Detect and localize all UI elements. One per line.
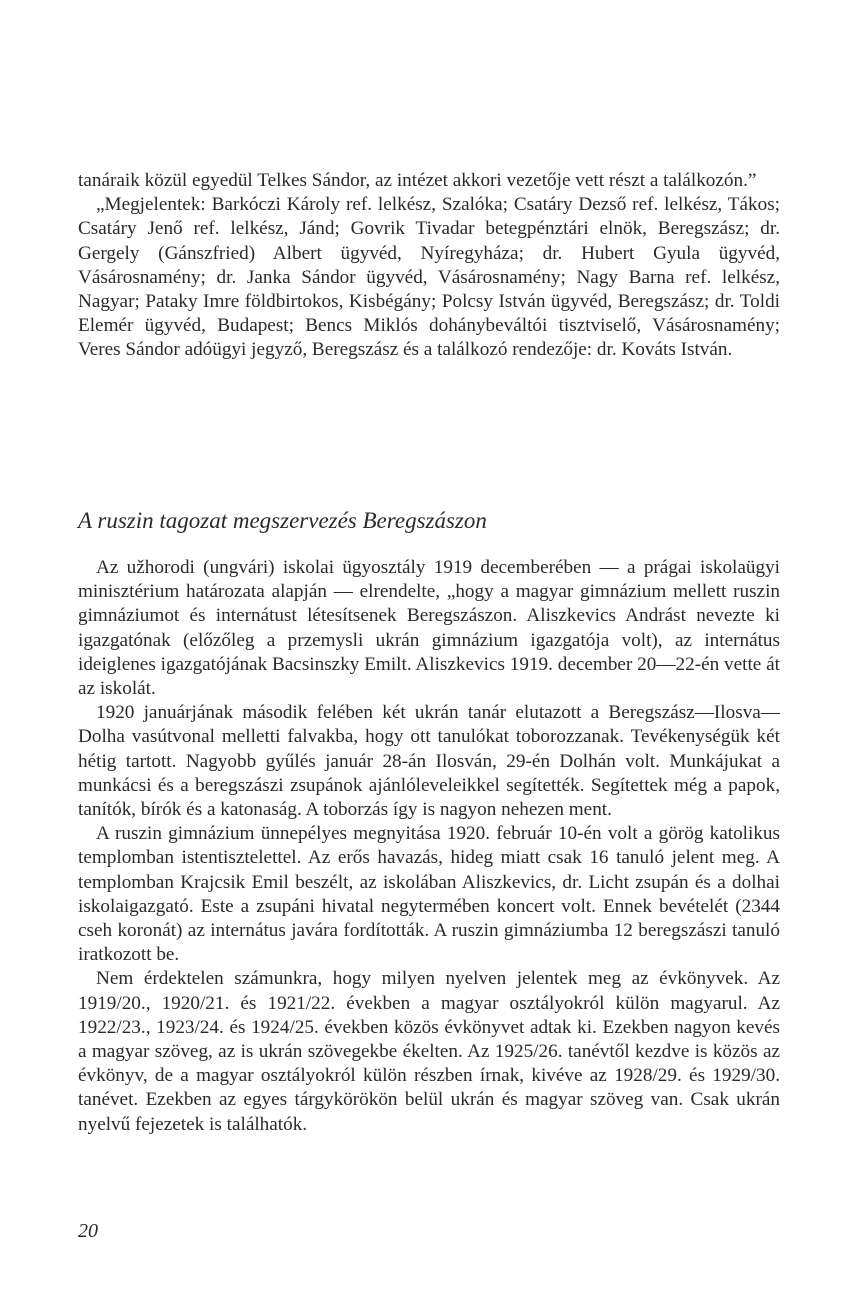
body-paragraph-1: Az užhorodi (ungvári) iskolai ügyosztály 1919 decemberében — a prágai iskolaügyi minisztérium határozata alapján — elrendelte, „hogy a magyar gimnázium mellett ruszin gimnáziumot és internátust létesítsenek Beregszászon. Aliszkevics Andrást nevezte ki igazgatónak (előzőleg a przemysli ukrán gimnázium igazgatója volt), az internátus ideiglenes igazgatójának Bacsinszky Emilt. Aliszkevics 1919. december 20—22-én vette át az iskolát. <box>78 557 780 700</box>
section-title: A ruszin tagozat megszervezés Beregszászon <box>78 508 487 533</box>
intro-text <box>78 169 780 363</box>
body-paragraph-2: 1920 januárjának második felében két ukrán tanár elutazott a Beregszász—Ilosva—Dolha vasútvonal melletti falvakba, hogy ott tanulókat toborozzanak. Tevékenységük két hétig tartott. Nagyobb gyűlés január 28-án Ilosván, 29-én Dolhán volt. Munkájukat a munkácsi és a beregszászi zsupánok ajánlóleveleikkel segítették. Segítettek még a papok, tanítók, bírók és a katonaság. A toborzás így is nagyon nehezen ment. <box>78 702 780 821</box>
attendees-paragraph: „Megjelentek: Barkóczi Károly ref. lelkész, Szalóka; Csatáry Dezső ref. lelkész, Tákos; Csatáry Jenő ref. lelkész, Jánd; Govrik Tivadar betegpénztári elnök, Beregszász; dr. Gergely (Gánszfried) Albert ügyvéd, Nyíregyháza; dr. Hubert Gyula ügyvéd, Vásárosnamény; dr. Janka Sándor ügyvéd, Vásárosnamény; Nagy Barna ref. lelkész, Nagyar; Pataky Imre földbirtokos, Kisbégány; Polcsy István ügyvéd, Beregszász; dr. Toldi Elemér ügyvéd, Budapest; Bencs Miklós dohánybeváltói tisztviselő, Vásárosnamény; Veres Sándor adóügyi jegyző, Beregszász és a találkozó rendezője: dr. Kováts István. <box>78 194 780 361</box>
intro-paragraph-1: tanáraik közül egyedül Telkes Sándor, az intézet akkori vezetője vett részt a találkozón.” <box>78 170 757 191</box>
body-paragraph-4: Nem érdektelen számunkra, hogy milyen nyelven jelentek meg az évkönyvek. Az 1919/20., 1920/21. és 1921/22. években a magyar osztályokról külön magyarul. Az 1922/23., 1923/24. és 1924/25. években közös évkönyvet adtak ki. Ezekben nagyon kevés a magyar szöveg, az is ukrán szövegekbe ékelten. Az 1925/26. tanévtől kezdve is közös az évkönyv, de a magyar osztályokról külön részben írnak, kivéve az 1928/29. és 1929/30. tanévet. Ezekben az egyes tárgykörökön belül ukrán és magyar szöveg van. Csak ukrán nyelvű fejezetek is találhatók. <box>78 968 780 1135</box>
page-number: 20 <box>78 1220 98 1242</box>
section-body <box>78 556 780 1137</box>
body-paragraph-3: A ruszin gimnázium ünnepélyes megnyitása 1920. február 10-én volt a görög katolikus templomban istentisztelettel. Az erős havazás, hideg miatt csak 16 tanuló jelent meg. A templomban Krajcsik Emil beszélt, az iskolában Aliszkevics, dr. Licht zsupán és a dolhai iskolaigazgató. Este a zsupáni hivatal negytermében koncert volt. Ennek bevételét (2344 cseh koronát) az internátus javára fordították. A ruszin gimnáziumba 12 beregszászi tanuló iratkozott be. <box>78 823 780 966</box>
